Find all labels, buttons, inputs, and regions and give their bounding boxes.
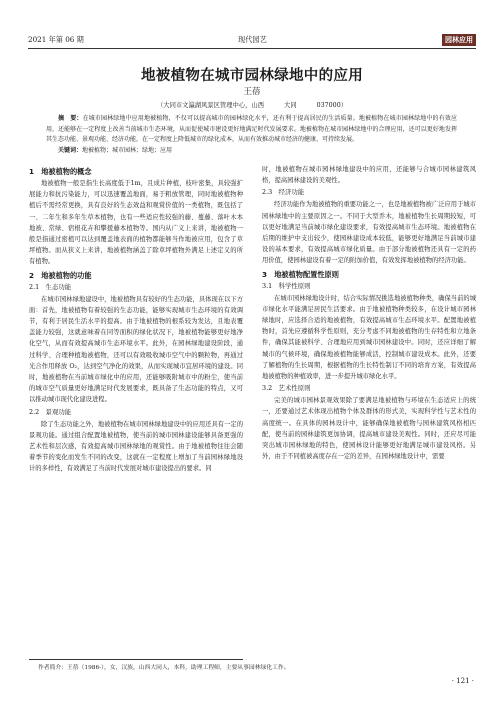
- article-title: 地被植物在城市园林绿地中的应用: [141, 67, 363, 84]
- right-column: [262, 164, 476, 462]
- body-paragraph: 在城市园林绿地建设中，地被植物具有较好的生态功能，具体现在以下方面：首先，地被植物有着较强的生态功能，能够实现城市生态环境的有效调节，有利于居民生活水平的提高。由于地被植物的根系较为发达，且地表覆盖能力较强，这就意味着在同等面积的绿化状况下，地被植物能够更好地净化空气，从而有效提高城市生态环境水平。此外，在园林绿地建设阶段，通过科学、合理种植地被植物，还可以有效吸收城市空气中的颗粒物，再通过光合作用释放 O₂，达到空气净化的效果，从而实现城市宜居环境的建设。同时，地被植物在当前城市绿化中的应用，还能够吸附城市中的粉尘，使当前的城市空气质量更好地满足时代发展要求，既具备了生态功能的特点，又可以推动城市现代化建设进程。: [29, 295, 243, 404]
- affiliation-org: （大同市文瀛湖风景区管理中心，山西: [156, 102, 265, 109]
- body-paragraph-continued: 时，地被植物在城市园林绿地建设中的应用，还能够与合城市园林建筑风格，提高园林建设的美观性。: [262, 166, 476, 185]
- section-heading-1: 1 地被植物的概念: [29, 167, 92, 176]
- page-number: · 121 ·: [451, 677, 474, 685]
- abstract-text: 在城市园林绿地中应用地被植物，不仅可以提高城市的园林绿化水平，还有利于提高居民的生活质量。地被植物在城市园林绿地中的有效应用，还能够在一定程度上改善当前城市生态环境，从而促使城市建设更好地满足时代发展要求。地被植物在城市园林绿地中的合理应用，还可以更好地发挥其生态功能、景观功能、经济功能，在一定程度上降低城市的绿化成本，从而有效推动城市经济的健康、可持续发展。: [46, 115, 457, 144]
- affiliation-city: 大同: [284, 102, 297, 109]
- subsection-heading-3-2: 3.2 艺术性原则: [262, 384, 311, 393]
- footnote-rule: [29, 659, 243, 660]
- abstract-label: 摘 要：: [58, 115, 83, 122]
- abstract-paragraph: [46, 114, 457, 146]
- keywords-paragraph: [46, 146, 457, 157]
- keywords-text: 地被植物；城市园林；绿地；应用: [82, 146, 173, 154]
- subsection-heading-2-3: 2.3 经济功能: [262, 188, 305, 197]
- section-heading-2: 2 地被植物的功能: [29, 270, 92, 280]
- subsection-heading-3-1: 3.1 科学性原则: [262, 281, 311, 290]
- column-badge: 园林应用: [442, 34, 476, 46]
- running-header: [28, 34, 476, 46]
- affiliation: [0, 100, 504, 109]
- author-name: 王蓓: [243, 87, 261, 97]
- subsection-heading-2-2: 2.2 景观功能: [29, 407, 72, 416]
- body-paragraph: 完美的城市园林景观效果除了要满足地被植物与环境在生态适应上的统一，还要通过艺术体现出植物个体及群体的形式美，实现科学性与艺术性的高度统一。在具体的园林设计中，能够确保地被植物与园林建筑风格相匹配，使当前的园林建筑更加协调，提高城市建设美观性。同时，还应尽可能突出城市园林绿地的特色，使园林设计能够更好地满足城市建设风格。另外，由于不同植被高度存在一定的差异，在园林绿地设计中，需要: [262, 397, 476, 461]
- keywords-label: 关键词：: [58, 146, 83, 154]
- subsection-heading-2-1: 2.1 生态功能: [29, 282, 72, 291]
- header-rule: [28, 48, 476, 49]
- author-footnote: 作者简介：王蓓（1986-），女，汉族，山西大同人，本科，助理工程师，主要从事园林绿化工作。: [38, 665, 290, 671]
- abstract-block: [46, 114, 457, 156]
- left-column: [29, 164, 243, 475]
- body-paragraph: 地被植物一般是指生长高度低于1m，且成片种植，枝叶密集，具较强扩展能力和抗污染能力，可以迅速覆盖地面，易于粗放管理，同时地被植物种植后不需经常更换，具有良好的生态效益和观赏价值的一类植物，既包括了一、二年生和多年生草本植物，也有一些适应性较强的藤、蔓藤、落叶木本地被、常绿、宿根花卉和攀援藤本植物等。国内从广义上来讲，地被植物一般是指通过密植可以达到覆盖地表面的植物都能够当作地被应用，包含了草坪植物。而从狭义上来讲，地被植物涵盖了除草坪植物外满足上述定义的所有植物。: [29, 180, 243, 266]
- body-paragraph: 经济功能作为地被植物的重要功能之一，也是地被植物被广泛应用于城市园林绿地中的主要原因之一。不同于大型乔木，地被植物生长周期较短，可以更好地满足当前城市绿化建设要求，有效提高城市生态环境。地被植物在后期的维护中支出较少，使园林建设成本较低，能够更好地满足当前城市建设的基本要求，有效提高城市绿化质量。由于部分地被植物还具有一定的药用价值，使园林建设有着一定的附加价值，有效发挥地被植物的经济功能。: [262, 201, 476, 265]
- body-paragraph: 除了生态功能之外，地被植物在城市园林绿地建设中的应用还具有一定的景观功能。通过组合配置地被植物，使当前的城市园林建设能够具备更强的艺术性和层次感，有效提高城市园林绿地的观赏性。由于地被植物往往会随着季节的变化而发生不同的改变，这就在一定程度上增加了当前园林绿地设计的多样性，有效满足了当前时代发展对城市建设提出的要求。同: [29, 420, 243, 473]
- body-paragraph: 在城市园林绿地设计时，结合实际情况挑选地被植物种类，确保当前的城市绿化水平能满足居民生活要求。由于地被植物种类较多，在设计城市园林绿地时，应选择合适的地被植物，有效提高城市生态环境水平。配置地被植物时，首先应遵循科学性原则，充分考虑不同地被植物的生存特性和立地条件，确保其能被科学、合理地应用到城市园林建设中。同时，还应详细了解城市的气候环境，确保地被植物能够成活，控制城市建设成本。此外，还要了解植物的生长周期，根据植物的生长特性制订不同的培育方案，有效提高地被植物的种植效率，进一步提升城市绿化水平。: [262, 294, 476, 381]
- affiliation-postcode: 037000）: [316, 102, 347, 109]
- journal-name: 现代园艺: [238, 35, 267, 44]
- section-heading-3: 3 地被植物配置性原则: [262, 269, 339, 279]
- journal-issue: 2021 年第 06 期: [28, 35, 84, 44]
